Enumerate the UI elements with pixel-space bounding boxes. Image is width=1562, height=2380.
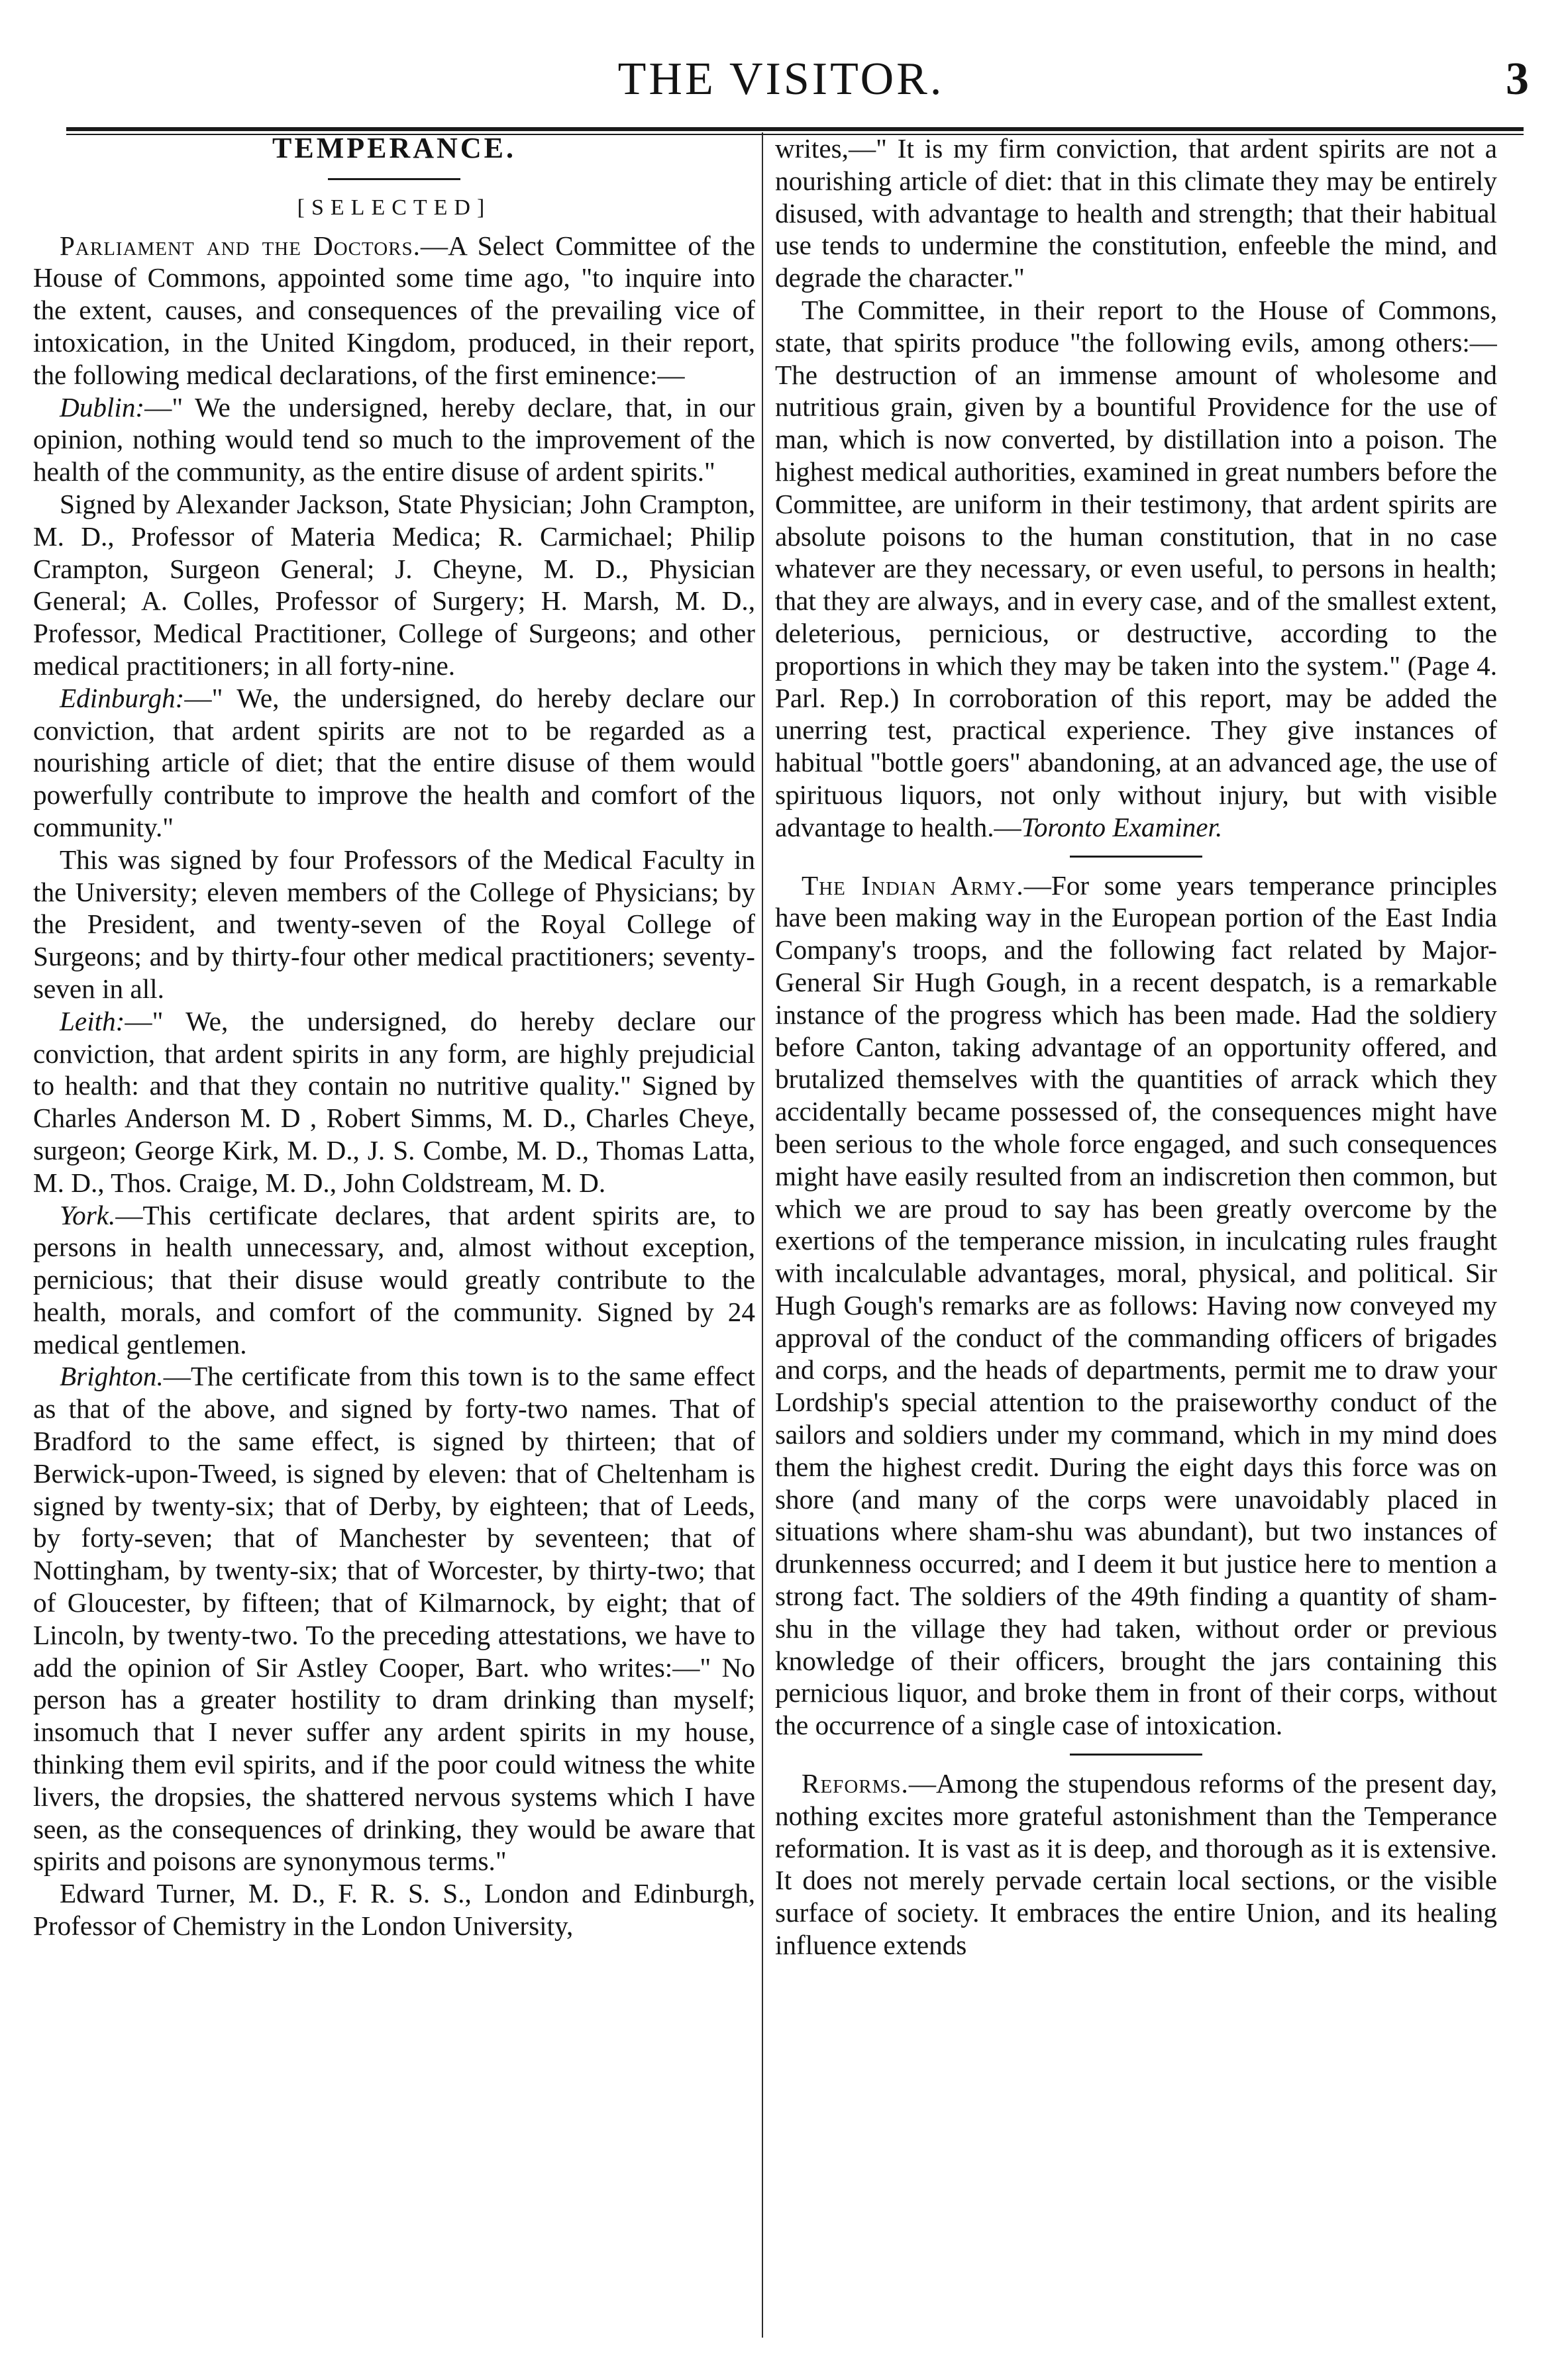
text-committee: The Committee, in their report to the House of Commons, state, that spirits produce "the following evils, among others:—The destruction of an immense amount of wholesome and nutritious grain, given by a bountiful Providence for the use of man, which is now converted, by distillation into a poison. The highest medical authorities, examined in great numbers before the Committee, are uniform in their testimony, that ardent spirits are absolute poisons to the human constitution, that in no case whatever are they necessary, or even useful, to persons in health; that they are always, and in every case, and of the smallest extent, deleterious, pernicious, or destructive, according to the proportions in which they may be taken into the system." (Page 4. Parl. Rep.) In corroboration of this report, may be added the unerring test, practical experience. They give instances of habitual "bottle goers" abandoning, at an advanced age, the use of spirituous liquors, not only without injury, but with visible advantage to health.— bbox=[775, 294, 1497, 842]
section-title-temperance: TEMPERANCE. bbox=[272, 132, 516, 164]
right-column bbox=[775, 132, 1497, 2338]
page-number: 3 bbox=[1506, 54, 1529, 105]
paragraph-reforms bbox=[775, 1767, 1497, 1961]
place-leith: Leith: bbox=[60, 1005, 125, 1036]
paragraph-york bbox=[33, 1199, 755, 1361]
text-reforms: —Among the stupendous reforms of the present day, nothing excites more grateful astonishment than the Temperance reformation. It is vast as it is deep, and thorough as it is extensive. It does not merely pervade certain local sections, or the visible surface of society. It embraces the entire Union, and its healing influence extends bbox=[775, 1768, 1497, 1961]
column-divider bbox=[762, 132, 763, 2338]
header-rule-thick bbox=[66, 127, 1524, 131]
paragraph-leith bbox=[33, 1005, 755, 1199]
paragraph-dublin bbox=[33, 391, 755, 488]
section-title-rule bbox=[328, 178, 460, 180]
lead-indian-army: The Indian Army. bbox=[802, 869, 1024, 901]
text-indian-army: —For some years temperance principles have been making way in the European portion of the East India Company's troops, and the following fact related by Major-General Sir Hugh Gough, in a recent despatch, is a remarkable instance of the progress which has been made. Had the soldiery before Canton, taking advantage of an opportunity offered, and brutalized themselves with the quantities of arrack which they accidentally became possessed of, the consequences might have been serious to the whole force engaged, and such consequences might have easily resulted from an indiscretion then common, but which we are proud to say has been greatly overcome by the exertions of the temperance mission, in inculcating rules fraught with incalculable advantages, moral, physical, and political. Sir Hugh Gough's remarks are as follows: Having now conveyed my approval of the conduct of the commanding officers of brigades and corps, and the heads of departments, permit me to draw your Lordship's special attention to the praiseworthy conduct of the sailors and soldiers under my command, which in my mind does them the highest credit. During the eight days this force was on shore (and many of the corps were unavoidably placed in situations where sham-shu was abundant), but two instances of drunkenness occurred; and I deem it but justice here to mention a strong fact. The soldiers of the 49th finding a quantity of sham-shu in the village they had taken, without order or previous knowledge of their officers, brought the jars containing this pernicious liquor, and broke them in front of their corps, without the occurrence of a single case of intoxication. bbox=[775, 869, 1497, 1741]
page-header bbox=[26, 53, 1536, 119]
divider-rule-2 bbox=[1070, 1754, 1202, 1756]
left-column bbox=[33, 132, 755, 2338]
text-york: —This certificate declares, that ardent spirits are, to persons in health unnecessary, and, almost without exception, pernicious; that their disuse would greatly contribute to the health, morals, and comfort of the community. Signed by 24 medical gentlemen. bbox=[33, 1199, 755, 1360]
lead-reforms: Reforms. bbox=[802, 1768, 909, 1799]
selected-label: [SELECTED] bbox=[297, 195, 492, 220]
place-york: York. bbox=[60, 1199, 116, 1230]
text-leith: —" We, the undersigned, do hereby declare our conviction, that ardent spirits in any form, are highly prejudicial to health: and that they contain no nutritive quality." Signed by Charles Anderson M. D , Robert Simms, M. D., Charles Cheye, surgeon; George Kirk, M. D., J. S. Combe, M. D., Thomas Latta, M. D., Thos. Craige, M. D., John Coldstream, M. D. bbox=[33, 1005, 755, 1198]
place-dublin: Dublin: bbox=[60, 391, 145, 422]
text-edinburgh: —" We, the undersigned, do hereby declare our conviction, that ardent spirits are not to be regarded as a nourishing article of diet; that the entire disuse of them would powerfully contribute to improve the health and comfort of the community." bbox=[33, 682, 755, 842]
paragraph-indian-army bbox=[775, 869, 1497, 1742]
source-toronto-examiner: Toronto Examiner. bbox=[1021, 811, 1223, 842]
place-edinburgh: Edinburgh: bbox=[60, 682, 185, 713]
paragraph-edinburgh-signed: This was signed by four Professors of the Medical Faculty in the University; eleven members of the College of Physicians; by the President, and twenty-seven of the Royal College of Surgeons; and by thirty-four other medical practitioners; seventy-seven in all. bbox=[33, 844, 755, 1004]
place-brighton: Brighton. bbox=[60, 1361, 164, 1392]
running-title: THE VISITOR. bbox=[617, 54, 945, 105]
text-parliament: —A Select Committee of the House of Commons, appointed some time ago, "to inquire into the extent, causes, and consequences of the prevailing vice of intoxication, in the United Kingdom, produced, in their report, the following medical declarations, of the first eminence:— bbox=[33, 230, 755, 390]
text-brighton: —The certificate from this town is to the same effect as that of the above, and signed by forty-two names. That of Bradford to the same effect, is signed by thirteen; that of Berwick-upon-Tweed, is signed by eleven: that of Cheltenham is signed by twenty-six; that of Derby, by eighteen; that of Leeds, by forty-seven; that of Manchester by seventeen; that of Nottingham, by twenty-six; that of Worcester, by thirty-two; that of Gloucester, by fifteen; that of Kilmarnock, by eight; that of Lincoln, by twenty-two. To the preceding attestations, we have to add the opinion of Sir Astley Cooper, Bart. who writes:—" No person has a greater hostility to dram drinking than myself; insomuch that I never suffer any ardent spirits in my house, thinking them evil spirits, and if the poor could witness the white livers, the dropsies, the shattered nervous systems which I have seen, as the consequences of drinking, they would be aware that spirits and poisons are synonymous terms." bbox=[33, 1361, 755, 1877]
newspaper-page bbox=[26, 26, 1536, 2357]
text-dublin: —" We the undersigned, hereby declare, that, in our opinion, nothing would tend so much to the improvement of the health of the community, as the entire disuse of ardent spirits." bbox=[33, 391, 755, 487]
paragraph-dublin-signed: Signed by Alexander Jackson, State Physician; John Crampton, M. D., Professor of Materia Medica; R. Carmichael; Philip Crampton, Surgeon General; J. Cheyne, M. D., Physician General; A. Colles, Professor of Surgery; H. Marsh, M. D., Professor, Medical Practitioner, College of Surgeons; and other medical practitioners; in all forty-nine. bbox=[33, 488, 755, 681]
paragraph-edinburgh bbox=[33, 682, 755, 844]
paragraph-turner: Edward Turner, M. D., F. R. S. S., London and Edinburgh, Professor of Chemistry in the London University, bbox=[33, 1878, 755, 1942]
lead-parliament: Parliament and the Doctors. bbox=[60, 230, 421, 261]
divider-rule-1 bbox=[1070, 856, 1202, 858]
paragraph-parliament bbox=[33, 230, 755, 391]
paragraph-committee bbox=[775, 294, 1497, 844]
paragraph-turner-cont: writes,—" It is my firm conviction, that ardent spirits are not a nourishing article of diet: that in this climate they may be entirely disused, with advantage to health and strength; that their habitual use tends to undermine the constitution, enfeeble the mind, and degrade the character." bbox=[775, 133, 1497, 293]
paragraph-brighton bbox=[33, 1360, 755, 1877]
